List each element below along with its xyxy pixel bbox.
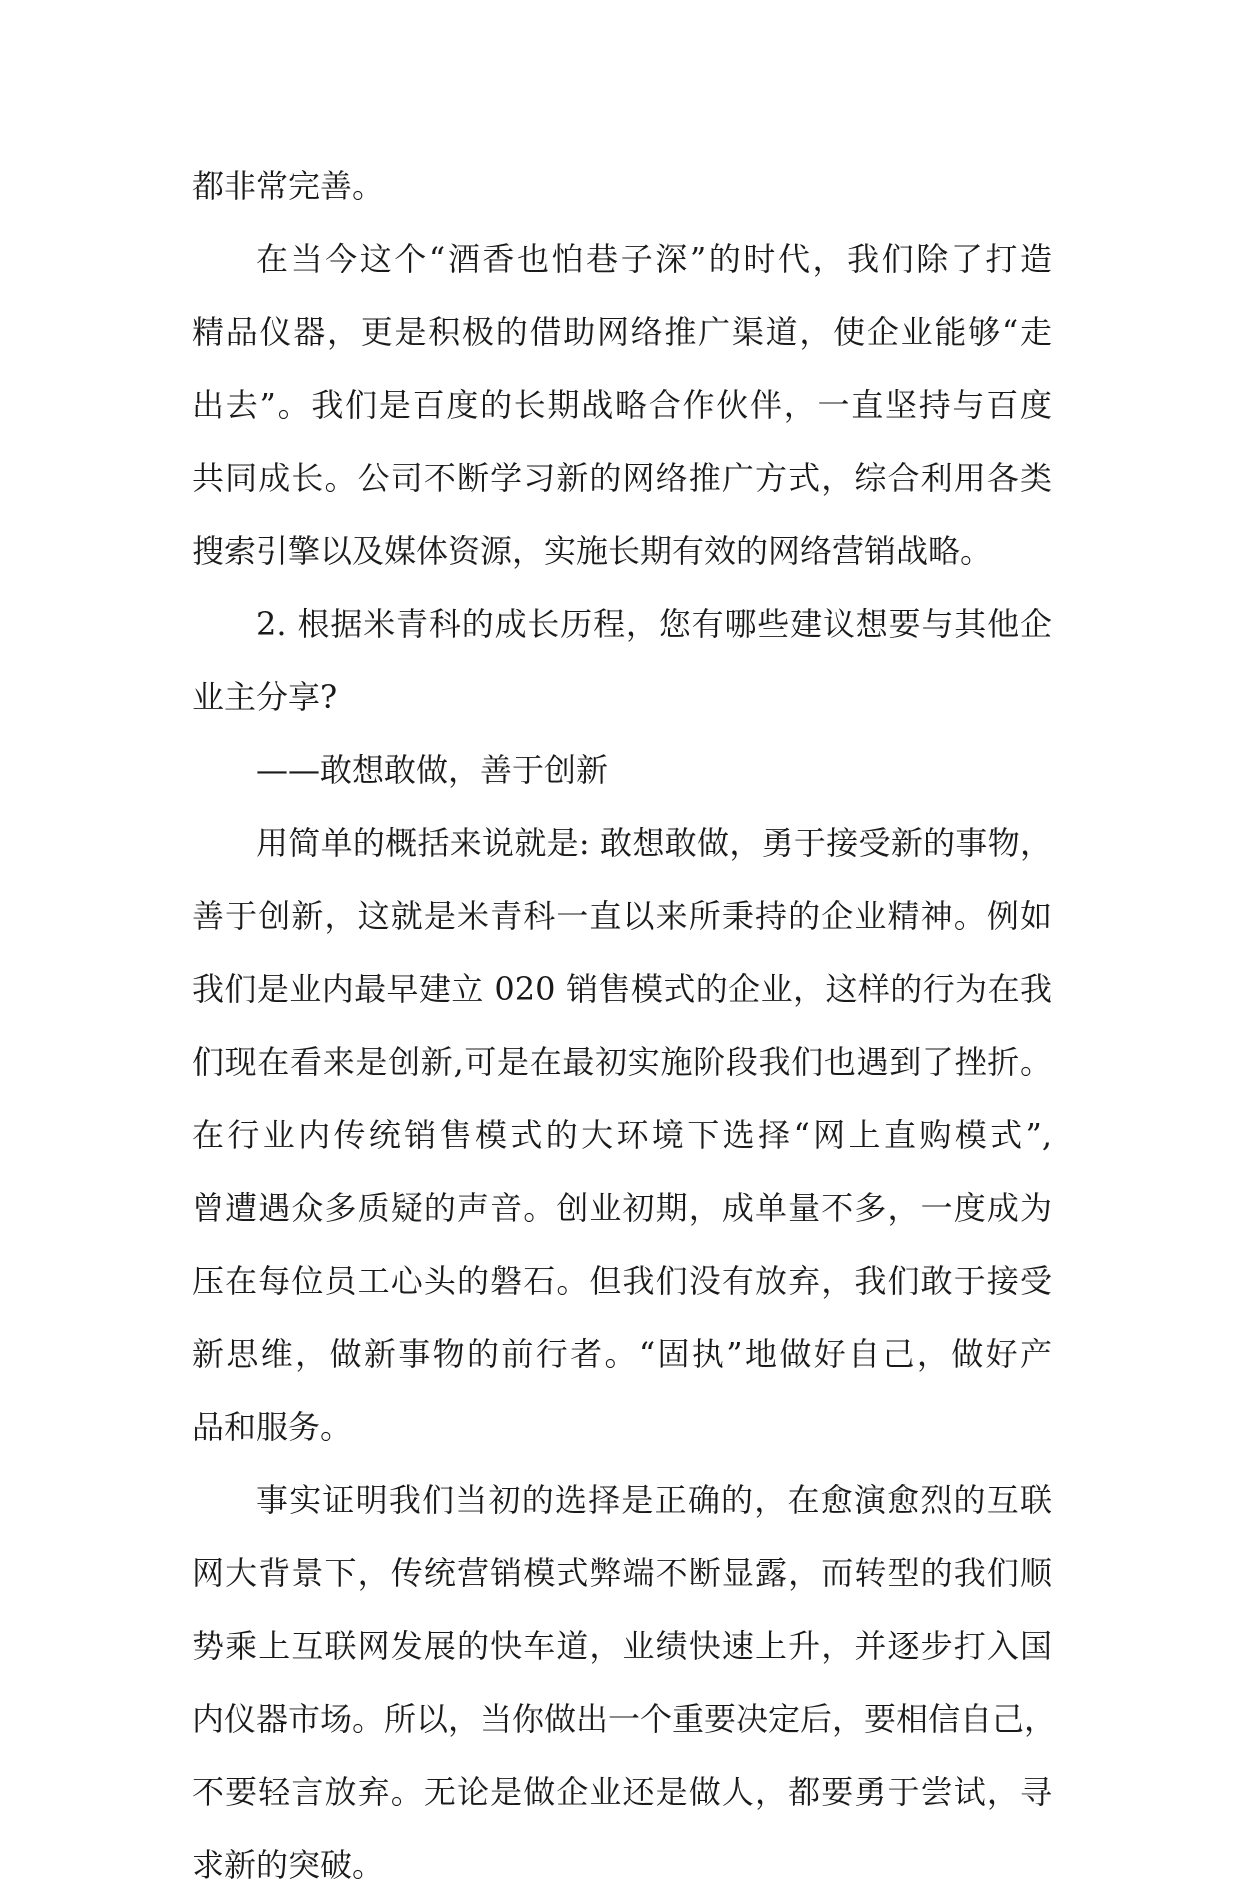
text-line: 不要轻言放弃。无论是做企业还是做人，都要勇于尝试，寻: [192, 1773, 1052, 1811]
text-line: 精品仪器，更是积极的借助网络推广渠道，使企业能够“走: [192, 313, 1052, 351]
text-line: 事实证明我们当初的选择是正确的，在愈演愈烈的互联: [256, 1481, 1052, 1519]
question-heading: [192, 588, 1052, 734]
text-line: 善于创新，这就是米青科一直以来所秉持的企业精神。例如: [192, 897, 1052, 935]
text-line: 搜索引擎以及媒体资源，实施长期有效的网络营销战略。: [192, 532, 993, 570]
text-line: 在当今这个“酒香也怕巷子深”的时代，我们除了打造: [256, 240, 1052, 278]
paragraph-4: [192, 1464, 1057, 1902]
paragraph-3: [192, 807, 1052, 1464]
text-line: 曾遭遇众多质疑的声音。创业初期，成单量不多，一度成为: [192, 1189, 1052, 1227]
answer-subheading: [192, 734, 1052, 807]
text-line: 2. 根据米青科的成长历程，您有哪些建议想要与其他企: [256, 605, 1052, 643]
text-line: 品和服务。: [192, 1408, 353, 1446]
text-line: 压在每位员工心头的磐石。但我们没有放弃，我们敢于接受: [192, 1262, 1052, 1300]
text-line: 用简单的概括来说就是: 敢想敢做，勇于接受新的事物，: [256, 824, 1052, 862]
paragraph-1: [192, 150, 1052, 223]
text-line: 我们是业内最早建立 020 销售模式的企业，这样的行为在我: [192, 970, 1052, 1008]
text-line: ——敢想敢做，善于创新: [256, 751, 609, 789]
text-line: 出去”。我们是百度的长期战略合作伙伴，一直坚持与百度: [192, 386, 1052, 424]
text-line: 共同成长。公司不断学习新的网络推广方式，综合利用各类: [192, 459, 1052, 497]
text-line: 新思维，做新事物的前行者。“固执”地做好自己，做好产: [192, 1335, 1052, 1373]
text-line: 们现在看来是创新,可是在最初实施阶段我们也遇到了挫折。: [192, 1043, 1052, 1081]
text-line: 都非常完善。: [192, 167, 385, 205]
text-line: 业主分享?: [192, 678, 338, 716]
text-line: 求新的突破。: [192, 1846, 385, 1884]
text-line: 网大背景下，传统营销模式弊端不断显露，而转型的我们顺: [192, 1554, 1052, 1592]
text-line: 势乘上互联网发展的快车道，业绩快速上升，并逐步打入国: [192, 1627, 1052, 1665]
text-line: 内仪器市场。所以，当你做出一个重要决定后，要相信自己，: [192, 1700, 1057, 1738]
document-page: [192, 150, 1057, 1902]
paragraph-2: [192, 223, 1052, 588]
text-line: 在行业内传统销售模式的大环境下选择“网上直购模式”,: [192, 1116, 1052, 1154]
